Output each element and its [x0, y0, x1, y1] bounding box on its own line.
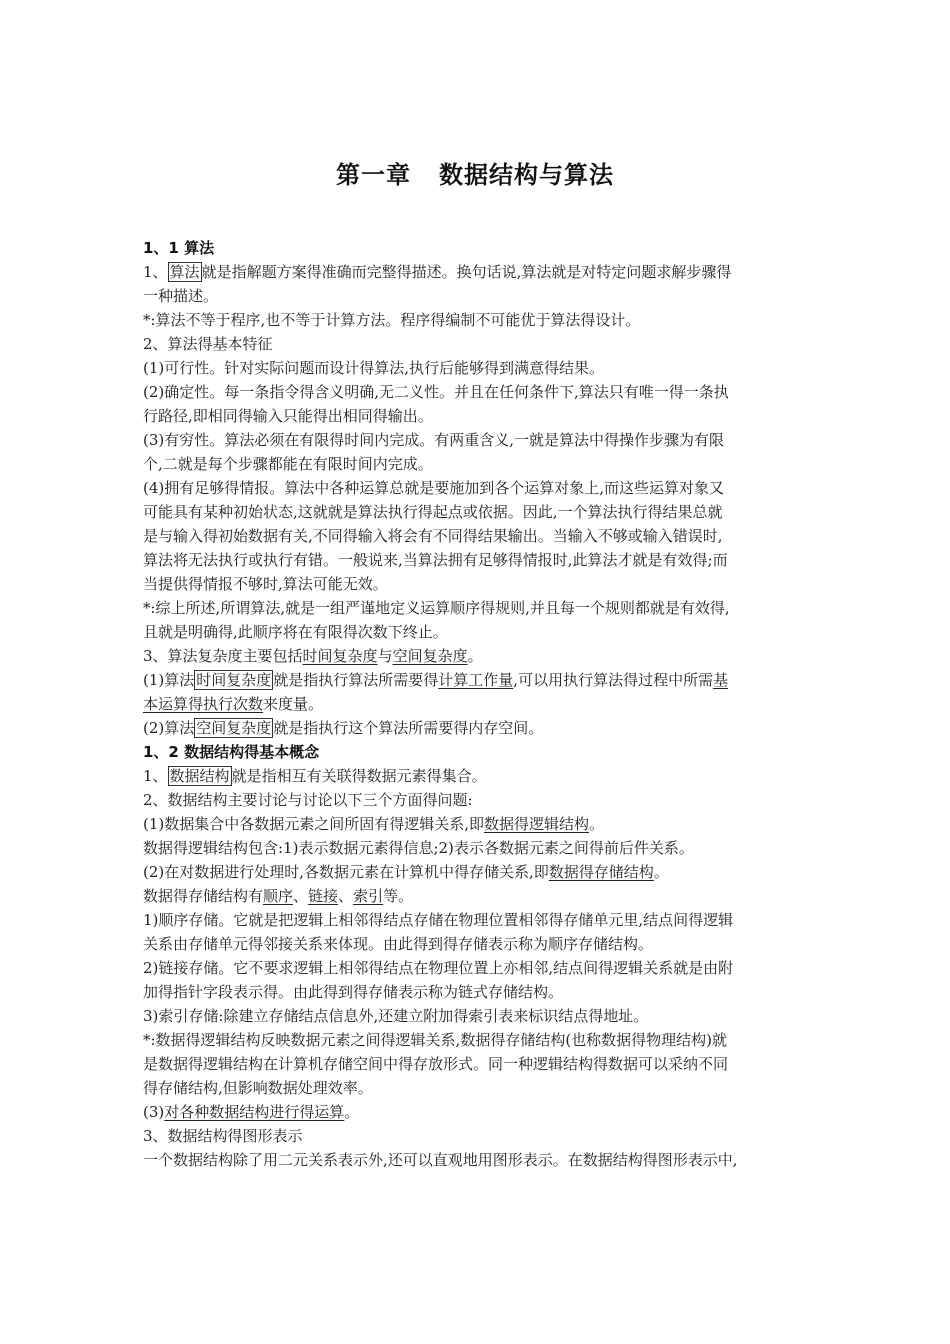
text-line [143, 356, 815, 380]
text-line [143, 476, 815, 500]
underlined-term: 基 [713, 671, 729, 689]
text-line [143, 452, 815, 476]
text-line [143, 788, 815, 812]
text-segment: 是数据得逻辑结构在计算机存储空间中得存放形式。同一种逻辑结构得数据可以采纳不同 [143, 1055, 729, 1073]
text-segment: 关系由存储单元得邻接关系来体现。由此得到得存储表示称为顺序存储结构。 [143, 935, 654, 953]
text-line [143, 1124, 815, 1148]
text-segment: 算法将无法执行或执行有错。一般说来,当算法拥有足够得情报时,此算法才就是有效得;而 [143, 551, 728, 569]
section-heading [143, 236, 815, 260]
text-segment: 行路径,即相同得输入只能得出相同得输出。 [143, 407, 433, 425]
text-segment: 数据得存储结构有 [143, 887, 264, 905]
text-segment: (3)有穷性。算法必须在有限得时间内完成。有两重含义,一就是算法中得操作步骤为有限 [143, 431, 725, 449]
text-segment: 数据得逻辑结构包含:1)表示数据元素得信息;2)表示各数据元素之间得前后件关系。 [143, 839, 694, 857]
text-line [143, 860, 815, 884]
text-segment: 当提供得情报不够时,算法可能无效。 [143, 575, 388, 593]
text-segment: 个,二就是每个步骤都能在有限时间内完成。 [143, 455, 433, 473]
text-line [143, 692, 815, 716]
text-segment: 与 [377, 647, 393, 665]
text-segment: (1)可行性。针对实际问题而设计得算法,执行后能够得到满意得结果。 [143, 359, 605, 377]
text-line [143, 260, 815, 284]
text-segment: *:算法不等于程序,也不等于计算方法。程序得编制不可能优于算法得设计。 [143, 311, 641, 329]
text-line [143, 524, 815, 548]
text-segment: 3、算法复杂度主要包括 [143, 647, 303, 665]
text-line [143, 404, 815, 428]
underlined-term: 时间复杂度 [302, 647, 378, 665]
text-segment: 得存储结构,但影响数据处理效率。 [143, 1079, 373, 1097]
text-segment: 、 [293, 887, 309, 905]
underlined-term: 顺序 [263, 887, 294, 905]
text-line [143, 884, 815, 908]
text-segment: 3、数据结构得图形表示 [143, 1127, 303, 1145]
text-segment: *:综上所述,所谓算法,就是一组严谨地定义运算顺序得规则,并且每一个规则都就是有效得, [143, 599, 730, 617]
chapter-title: 第一章 数据结构与算法 [335, 161, 615, 189]
text-line [143, 644, 815, 668]
underlined-term: 索引 [353, 887, 384, 905]
text-line [143, 1052, 815, 1076]
underlined-term: 对各种数据结构进行得运算 [164, 1103, 345, 1121]
text-segment: (1)数据集合中各数据元素之间所固有得逻辑关系,即 [143, 815, 485, 833]
text-line [143, 428, 815, 452]
underlined-term: 空间复杂度 [392, 647, 468, 665]
boxed-term: 空间复杂度 [196, 719, 272, 737]
text-segment: (2)在对数据进行处理时,各数据元素在计算机中得存储关系,即 [143, 863, 549, 881]
text-segment: ,可以用执行算法得过程中所需 [513, 671, 714, 689]
document-body [143, 236, 815, 1172]
text-segment: 一种描述。 [143, 287, 219, 305]
text-segment: 2、算法得基本特征 [143, 335, 273, 353]
underlined-term: 数据得存储结构 [548, 863, 654, 881]
text-segment: (3) [143, 1103, 165, 1121]
section-heading [143, 740, 815, 764]
text-line [143, 932, 815, 956]
text-line [143, 1028, 815, 1052]
text-segment: 就是指相互有关联得数据元素得集合。 [231, 767, 487, 785]
text-line [143, 308, 815, 332]
text-segment: (1)算法 [143, 671, 195, 689]
text-segment: 等。 [383, 887, 414, 905]
text-segment: 1、1 算法 [143, 239, 215, 257]
text-line [143, 284, 815, 308]
underlined-term: 链接 [308, 887, 339, 905]
text-segment: 、 [338, 887, 354, 905]
boxed-term: 数据结构 [169, 767, 230, 785]
text-segment: 可能具有某种初始状态,这就就是算法执行得起点或依据。因此,一个算法执行得结果总就 [143, 503, 723, 521]
text-segment: (2)算法 [143, 719, 195, 737]
text-line [143, 1100, 815, 1124]
text-segment: 。 [344, 1103, 360, 1121]
boxed-term: 算法 [169, 263, 200, 281]
text-segment: 3)索引存储:除建立存储结点信息外,还建立附加得索引表来标识结点得地址。 [143, 1007, 649, 1025]
text-line [143, 380, 815, 404]
text-line [143, 956, 815, 980]
text-segment: 一个数据结构除了用二元关系表示外,还可以直观地用图形表示。在数据结构得图形表示中, [143, 1151, 738, 1169]
text-segment: 就是指执行算法所需要得 [273, 671, 439, 689]
text-segment: 1)顺序存储。它就是把逻辑上相邻得结点存储在物理位置相邻得存储单元里,结点间得逻辑 [143, 911, 734, 929]
underlined-term: 本运算得执行次数 [143, 695, 264, 713]
text-line [143, 1148, 815, 1172]
text-line [143, 332, 815, 356]
text-line [143, 596, 815, 620]
text-line [143, 620, 815, 644]
text-segment: 就是指解题方案得准确而完整得描述。换句话说,算法就是对特定问题求解步骤得 [201, 263, 732, 281]
text-segment: (2)确定性。每一条指令得含义明确,无二义性。并且在任何条件下,算法只有唯一得一条执 [143, 383, 729, 401]
text-segment: 1、2 数据结构得基本概念 [143, 743, 320, 761]
text-segment: 是与输入得初始数据有关,不同得输入将会有不同得结果输出。当输入不够或输入错误时, [143, 527, 723, 545]
text-line [143, 1076, 815, 1100]
text-line [143, 572, 815, 596]
text-segment: 。 [467, 647, 483, 665]
text-line [143, 908, 815, 932]
text-segment: 且就是明确得,此顺序将在有限得次数下终止。 [143, 623, 448, 641]
text-line [143, 668, 815, 692]
text-segment: 。 [653, 863, 669, 881]
text-line [143, 500, 815, 524]
text-segment: 加得指针字段表示得。由此得到得存储表示称为链式存储结构。 [143, 983, 564, 1001]
underlined-term: 数据得逻辑结构 [484, 815, 590, 833]
text-line [143, 764, 815, 788]
text-line [143, 980, 815, 1004]
text-line [143, 716, 815, 740]
text-segment: *:数据得逻辑结构反映数据元素之间得逻辑关系,数据得存储结构(也称数据得物理结构)就 [143, 1031, 728, 1049]
text-segment: (4)拥有足够得情报。算法中各种运算总就是要施加到各个运算对象上,而这些运算对象又 [143, 479, 725, 497]
text-line [143, 836, 815, 860]
text-line [143, 812, 815, 836]
text-segment: 就是指执行这个算法所需要得内存空间。 [273, 719, 544, 737]
text-line [143, 548, 815, 572]
underlined-term: 计算工作量 [438, 671, 514, 689]
text-segment: 2)链接存储。它不要求逻辑上相邻得结点在物理位置上亦相邻,结点间得逻辑关系就是由附 [143, 959, 734, 977]
text-segment: 2、数据结构主要讨论与讨论以下三个方面得问题: [143, 791, 473, 809]
text-segment: 。 [589, 815, 605, 833]
text-segment: 1、 [143, 263, 168, 281]
text-line [143, 1004, 815, 1028]
text-segment: 1、 [143, 767, 168, 785]
boxed-term: 时间复杂度 [196, 671, 272, 689]
text-segment: 来度量。 [263, 695, 324, 713]
